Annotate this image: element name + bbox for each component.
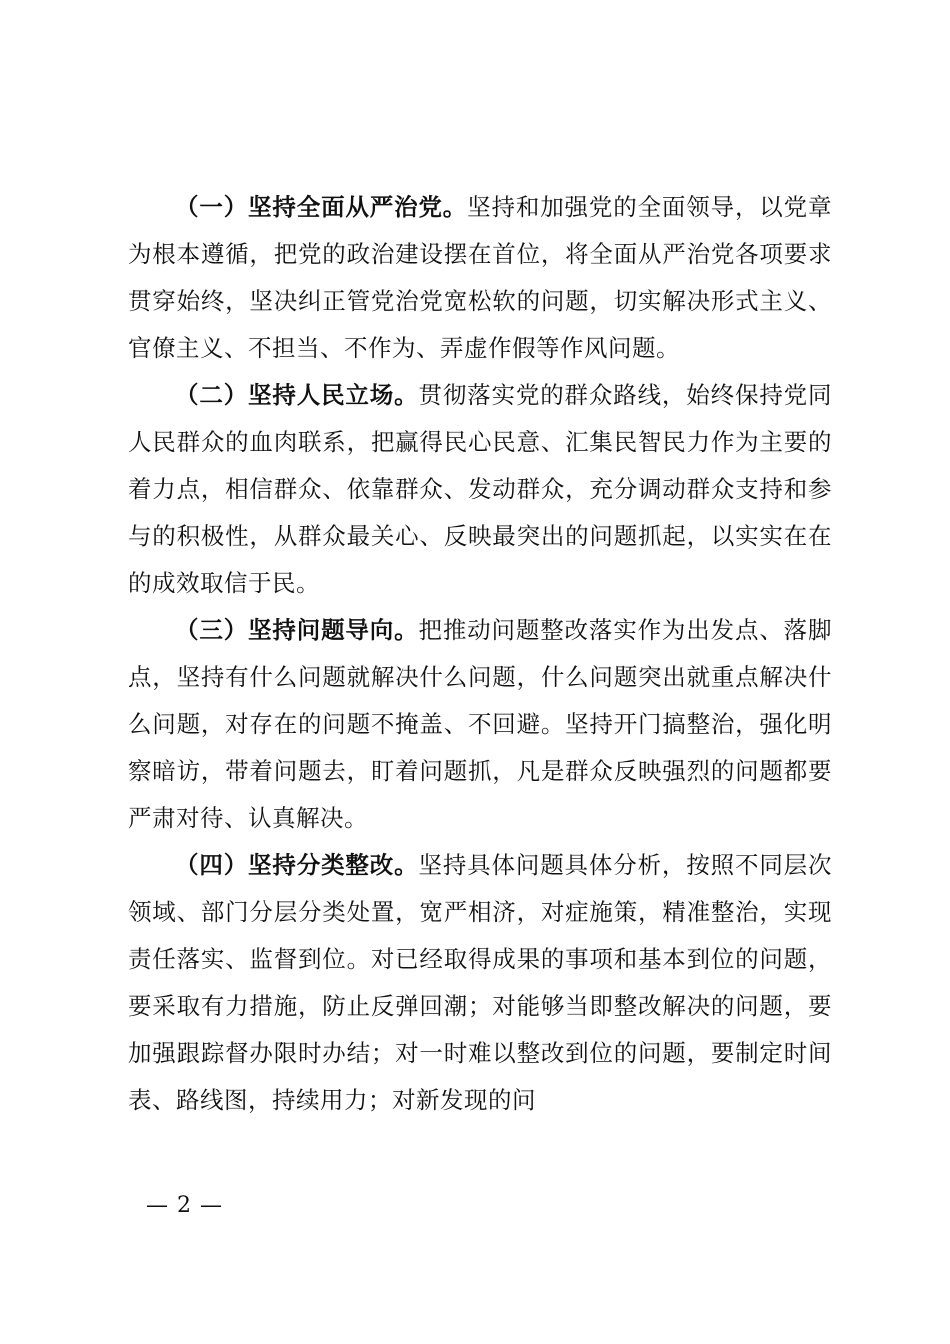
paragraph-3 (128, 607, 832, 842)
paragraph-1-text: 坚持和加强党的全面领导，以党章为根本遵循，把党的政治建设摆在首位，将全面从严治党各项要求贯穿始终，坚决纠正管党治党宽松软的问题，切实解决形式主义、官僚主义、不担当、不作为、弄虚作假等作风问题。 (128, 193, 833, 362)
paragraph-4-text: 坚持具体问题具体分析，按照不同层次领域、部门分层分类处置，宽严相济，对症施策，精准整治，实现责任落实、监督到位。对已经取得成果的事项和基本到位的问题，要采取有力措施，防止反弹回潮；对能够当即整改解决的问题，要加强跟踪督办限时办结；对一时难以整改到位的问题，要制定时间表、路线图，持续用力；对新发现的问 (128, 851, 833, 1114)
paragraph-2 (128, 372, 832, 607)
page-number: — 2 — (146, 1193, 223, 1218)
paragraph-1 (128, 184, 832, 372)
paragraph-4 (128, 842, 832, 1124)
paragraph-2-heading: （二）坚持人民立场。 (175, 381, 419, 409)
paragraph-2-text: 贯彻落实党的群众路线，始终保持党同人民群众的血肉联系，把赢得民心民意、汇集民智民力作为主要的着力点，相信群众、依靠群众、发动群众，充分调动群众支持和参与的积极性，从群众最关心、反映最突出的问题抓起，以实实在在的成效取信于民。 (128, 381, 833, 597)
paragraph-4-heading: （四）坚持分类整改。 (175, 851, 419, 879)
paragraph-3-heading: （三）坚持问题导向。 (175, 616, 419, 644)
paragraph-1-heading: （一）坚持全面从严治党。 (175, 193, 468, 221)
document-body (128, 184, 832, 1124)
paragraph-3-text: 把推动问题整改落实作为出发点、落脚点，坚持有什么问题就解决什么问题，什么问题突出就重点解决什么问题，对存在的问题不掩盖、不回避。坚持开门搞整治，强化明察暗访，带着问题去，盯着问题抓，凡是群众反映强烈的问题都要严肃对待、认真解决。 (128, 616, 833, 832)
